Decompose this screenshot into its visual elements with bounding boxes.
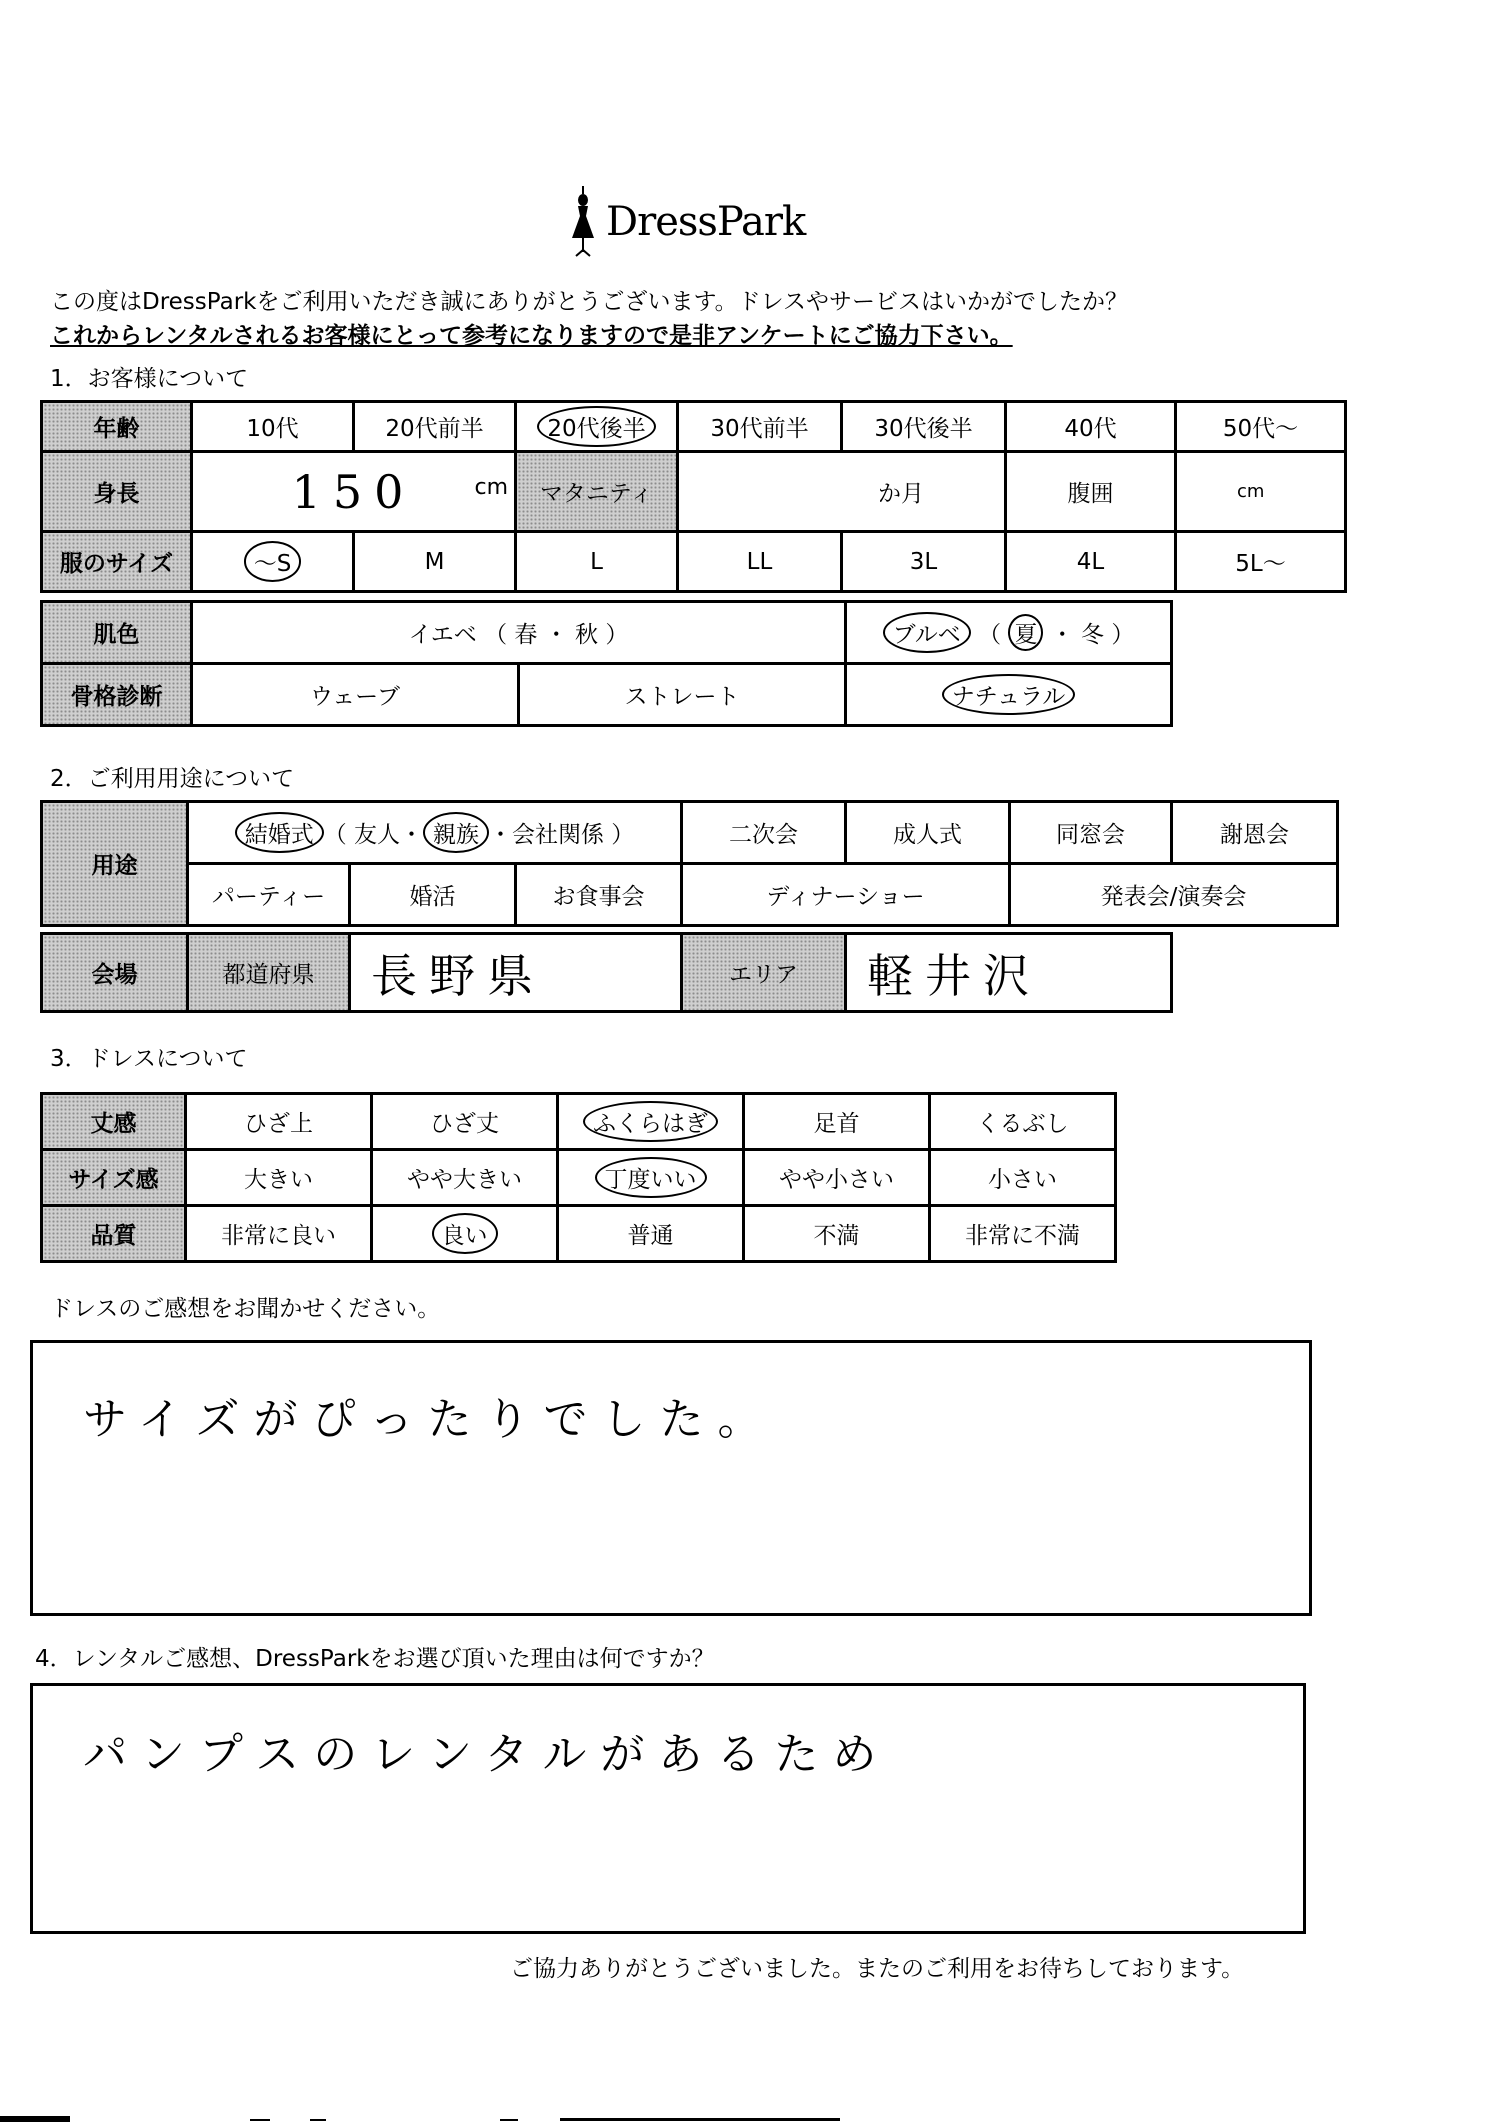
usage-option[interactable]: お食事会 (516, 864, 682, 926)
length-option[interactable]: ひざ上 (186, 1094, 372, 1150)
selected-mark: ～S (244, 541, 302, 582)
intro-line-1: この度はDressParkをご利用いただき誠にありがとうございます。ドレスやサービスはいかがでしたか？ (50, 289, 1128, 315)
section-3-title: 3．ドレスについて (50, 1046, 248, 1072)
usage-option[interactable]: 成人式 (846, 802, 1010, 864)
quality-option[interactable]: 非常に良い (186, 1206, 372, 1262)
selected-mark: 丁度いい (595, 1157, 707, 1198)
dresspark-logo (570, 182, 805, 262)
wedding-detail-post: ・会社関係 ） (489, 822, 635, 848)
frame-label: 骨格診断 (42, 664, 192, 726)
usage-option[interactable]: 二次会 (682, 802, 846, 864)
usage-option[interactable]: ディナーショー (682, 864, 1010, 926)
skin-option-yellow[interactable] (192, 602, 846, 664)
fit-label: サイズ感 (42, 1150, 186, 1206)
size-label: 服のサイズ (42, 532, 192, 592)
reason-comment-text: パンプスのレンタルがあるため (83, 1729, 891, 1780)
height-label: 身長 (42, 452, 192, 532)
length-option[interactable]: 足首 (744, 1094, 930, 1150)
frame-option[interactable]: ウェーブ (192, 664, 519, 726)
selected-mark: 夏 (1008, 614, 1043, 651)
length-option[interactable]: ひざ丈 (372, 1094, 558, 1150)
selected-mark: 20代後半 (537, 406, 655, 447)
fit-option-selected[interactable] (558, 1150, 744, 1206)
selected-mark: 良い (432, 1213, 498, 1254)
waist-field[interactable] (1176, 452, 1346, 532)
usage-option[interactable]: 発表会/演奏会 (1010, 864, 1338, 926)
size-option[interactable]: L (516, 532, 678, 592)
yellow-detail: （ 春 ・ 秋 ） (484, 622, 629, 648)
prefecture-value: 長野県 (371, 948, 545, 1003)
wedding-detail-pre: （ 友人・ (323, 822, 423, 848)
prefecture-label: 都道府県 (188, 934, 350, 1012)
skin-option-blue[interactable] (846, 602, 1172, 664)
section-2-title: 2．ご利用用途について (50, 766, 295, 792)
quality-option[interactable]: 普通 (558, 1206, 744, 1262)
age-option[interactable]: 40代 (1006, 402, 1176, 452)
prefecture-field[interactable] (350, 934, 682, 1012)
frame-option-selected[interactable] (846, 664, 1172, 726)
dress-table (40, 1092, 1117, 1263)
age-option[interactable]: 50代～ (1176, 402, 1346, 452)
maternity-months-field[interactable] (678, 452, 1006, 532)
venue-label: 会場 (42, 934, 188, 1012)
usage-option[interactable]: パーティー (188, 864, 350, 926)
age-option[interactable]: 20代前半 (354, 402, 516, 452)
dress-comment-text: サイズがぴったりでした。 (83, 1394, 776, 1445)
intro-line-2: これからレンタルされるお客様にとって参考になりますので是非アンケートにご協力下さい。 (50, 323, 1013, 349)
age-option[interactable]: 30代後半 (842, 402, 1006, 452)
fit-option[interactable]: 小さい (930, 1150, 1116, 1206)
reason-comment-box[interactable] (30, 1683, 1306, 1934)
age-option-selected[interactable] (516, 402, 678, 452)
selected-mark: ブルベ (883, 612, 971, 653)
dress-icon (570, 186, 596, 258)
size-option[interactable]: LL (678, 532, 842, 592)
blue-rest: ・ 冬 ） (1050, 622, 1135, 648)
size-option[interactable]: 3L (842, 532, 1006, 592)
customer-table (40, 400, 1347, 593)
area-value: 軽井沢 (867, 948, 1041, 1003)
section-1-title: 1．お客様について (50, 366, 249, 392)
usage-option[interactable]: 同窓会 (1010, 802, 1172, 864)
quality-label: 品質 (42, 1206, 186, 1262)
area-label: エリア (682, 934, 846, 1012)
skin-label: 肌色 (42, 602, 192, 664)
size-option-selected[interactable] (192, 532, 354, 592)
selected-mark: 結婚式 (235, 812, 324, 853)
thanks-message: ご協力ありがとうございました。またのご利用をお待ちしております。 (510, 1956, 1245, 1982)
venue-table (40, 932, 1173, 1013)
fit-option[interactable]: 大きい (186, 1150, 372, 1206)
quality-option-selected[interactable] (372, 1206, 558, 1262)
height-unit: cm (474, 475, 508, 500)
length-label: 丈感 (42, 1094, 186, 1150)
scan-artifacts (0, 2106, 1500, 2127)
dress-comment-prompt: ドレスのご感想をお聞かせください。 (50, 1296, 441, 1322)
waist-unit: cm (1237, 481, 1265, 502)
area-field[interactable] (846, 934, 1172, 1012)
blue-open: （ (978, 622, 1002, 648)
length-option-selected[interactable] (558, 1094, 744, 1150)
months-unit: か月 (878, 481, 924, 507)
usage-option[interactable]: 婚活 (350, 864, 516, 926)
age-option[interactable]: 30代前半 (678, 402, 842, 452)
selected-mark: ナチュラル (942, 674, 1076, 715)
usage-option[interactable]: 謝恩会 (1172, 802, 1338, 864)
yellow-base: イエベ (408, 622, 477, 648)
fit-option[interactable]: やや小さい (744, 1150, 930, 1206)
maternity-label: マタニティ (516, 452, 678, 532)
fit-option[interactable]: やや大きい (372, 1150, 558, 1206)
skin-frame-table (40, 600, 1173, 727)
size-option[interactable]: 4L (1006, 532, 1176, 592)
usage-wedding[interactable] (188, 802, 682, 864)
length-option[interactable]: くるぶし (930, 1094, 1116, 1150)
height-value: 150 (291, 464, 416, 519)
size-option[interactable]: M (354, 532, 516, 592)
age-label: 年齢 (42, 402, 192, 452)
size-option[interactable]: 5L～ (1176, 532, 1346, 592)
usage-table (40, 800, 1339, 927)
usage-label: 用途 (42, 802, 188, 926)
age-option[interactable]: 10代 (192, 402, 354, 452)
logo-text: DressPark (606, 199, 806, 245)
height-field[interactable] (192, 452, 516, 532)
section-4-title: 4．レンタルご感想、DressParkをお選び頂いた理由は何ですか？ (35, 1646, 715, 1672)
dress-comment-box[interactable] (30, 1340, 1312, 1616)
waist-label: 腹囲 (1006, 452, 1176, 532)
selected-mark: 親族 (423, 812, 489, 853)
frame-option[interactable]: ストレート (519, 664, 846, 726)
selected-mark: ふくらはぎ (583, 1101, 718, 1142)
quality-option[interactable]: 不満 (744, 1206, 930, 1262)
quality-option[interactable]: 非常に不満 (930, 1206, 1116, 1262)
